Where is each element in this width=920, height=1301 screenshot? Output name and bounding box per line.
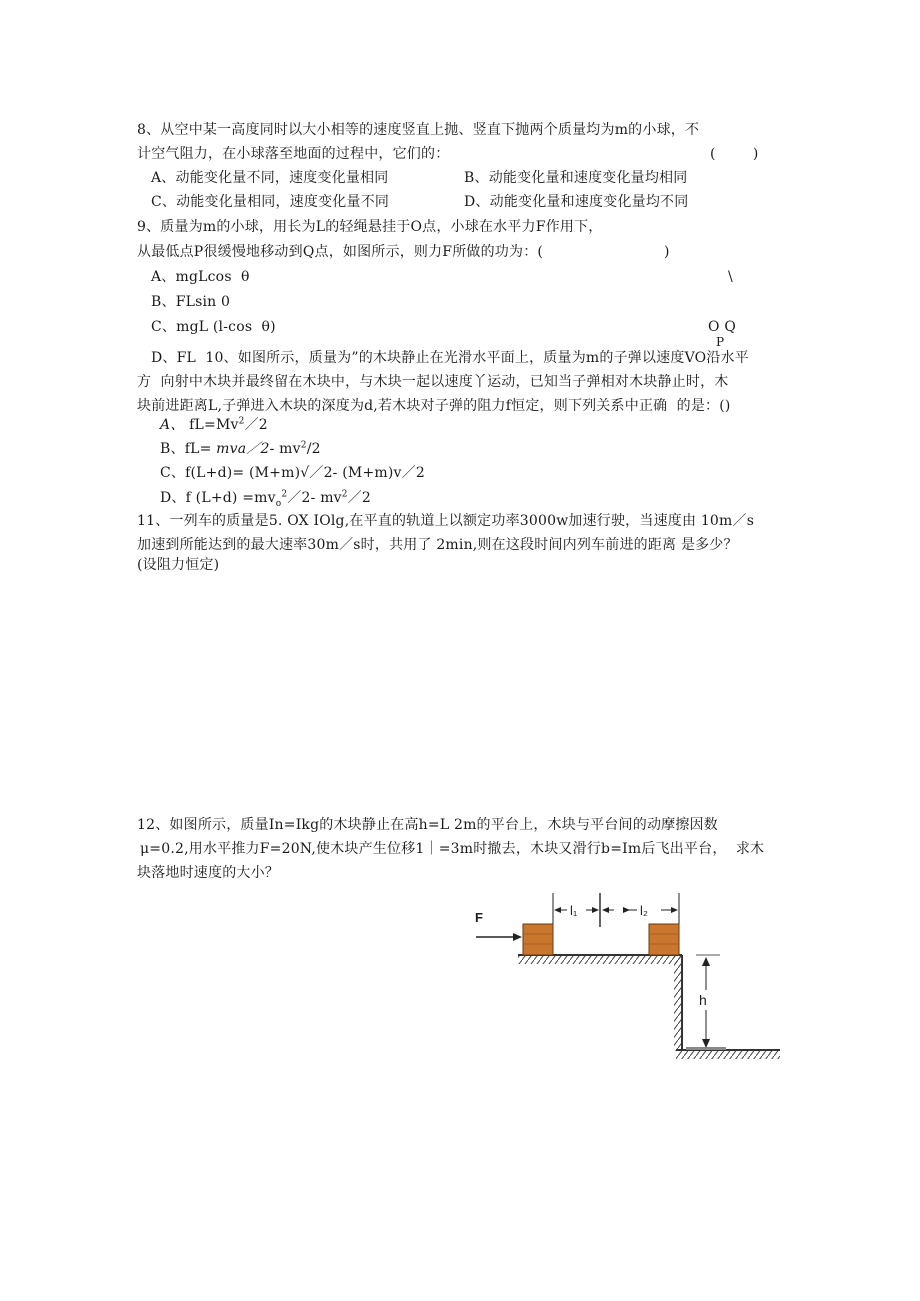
- q12-line-2: μ=0.2,用水平推力F=20N,使木块产生位移1｜=3m时撤去，木块又滑行b=Im后飞出平台， 求木: [140, 841, 765, 857]
- q9-option-b: B、FLsin 0: [151, 294, 231, 310]
- q8-line-2: 计空气阻力，在小球落至地面的过程中，它们的：: [137, 146, 450, 162]
- l1-dimension: [553, 893, 614, 927]
- q10-option-b: B、fL= mva／2- $mv^2/2$: [160, 440, 321, 457]
- l2-label: l₂: [640, 903, 648, 918]
- q12-line-3: 块落地时速度的大小？: [137, 865, 279, 881]
- ground: [676, 1047, 780, 1059]
- l1-label: l₁: [570, 903, 578, 918]
- l2-dimension: [623, 893, 679, 924]
- q9-option-c: C、mgL (l-cos θ): [151, 319, 276, 335]
- q9-figure-rope: \: [728, 269, 733, 285]
- q9-figure-p-label: P: [716, 335, 725, 349]
- q10-option-a: A、 $fL=Mv^2/2$: [160, 416, 268, 433]
- q10-line-3: 块前进距离L,子弹进入木块的深度为d,若木块对子弹的阻力f恒定，则下列关系中正确 的是：(): [137, 398, 731, 414]
- q10-option-c: C、f(L+d)= (M+m)√／2- (M+m)v／2: [160, 465, 425, 481]
- q11-line-3: (设阻力恒定): [137, 557, 220, 573]
- q9-line-2: 从最低点P很缓慢地移动到Q点，如图所示，则力F所做的功为：(: [137, 244, 544, 260]
- force-label: F: [475, 910, 483, 925]
- q9-line-2-close: ): [664, 244, 670, 260]
- q10-line-1: D、FL 10、如图所示，质量为”的木块静止在光滑水平面上，质量为m的子弹以速度VO沿水平: [151, 350, 749, 366]
- q11-line-2: 加速到所能达到的最大速率30m／s时，共用了 2min,则在这段时间内列车前进的距离 是多少？: [137, 537, 738, 553]
- q11-line-1: 11、一列车的质量是5. OX IOlg,在平直的轨道上以额定功率3000w加速行驶，当速度由 10m／s: [137, 513, 755, 529]
- q8-answer-bracket: ( ): [710, 146, 759, 162]
- q9-option-a: A、mgLcos θ: [151, 269, 250, 285]
- q9-figure-oq-label: O Q: [708, 319, 737, 335]
- q8-option-d: D、动能变化量和速度变化量均不同: [464, 194, 689, 210]
- q8-option-a: A、动能变化量不同，速度变化量相同: [151, 170, 389, 186]
- block-final: [649, 924, 679, 955]
- q10-option-d: D、f $(L+d) =mv_o^2/2-$ $mv^2/2$: [160, 489, 372, 509]
- block-initial: [523, 924, 553, 955]
- h-label: h: [699, 992, 707, 1008]
- platform: [518, 955, 682, 1051]
- q8-option-c: C、动能变化量相同，速度变化量不同: [151, 194, 390, 210]
- force-arrow: [476, 933, 522, 941]
- q8-line-1: 8、从空中某一高度同时以大小相等的速度竖直上抛、竖直下抛两个质量均为m的小球，不: [137, 122, 700, 138]
- q8-option-b: B、动能变化量和速度变化量均相同: [464, 170, 688, 186]
- q12-line-1: 12、如图所示，质量In=Ikg的木块静止在高h=L 2m的平台上，木块与平台间的动摩擦因数: [137, 817, 718, 833]
- q9-line-1: 9、质量为m的小球，用长为L的轻绳悬挂于O点，小球在水平力F作用下，: [137, 219, 603, 235]
- q10-line-2: 方 向射中木块并最终留在木块中，与木块一起以速度丫运动，已知当子弹相对木块静止时，木: [137, 374, 729, 390]
